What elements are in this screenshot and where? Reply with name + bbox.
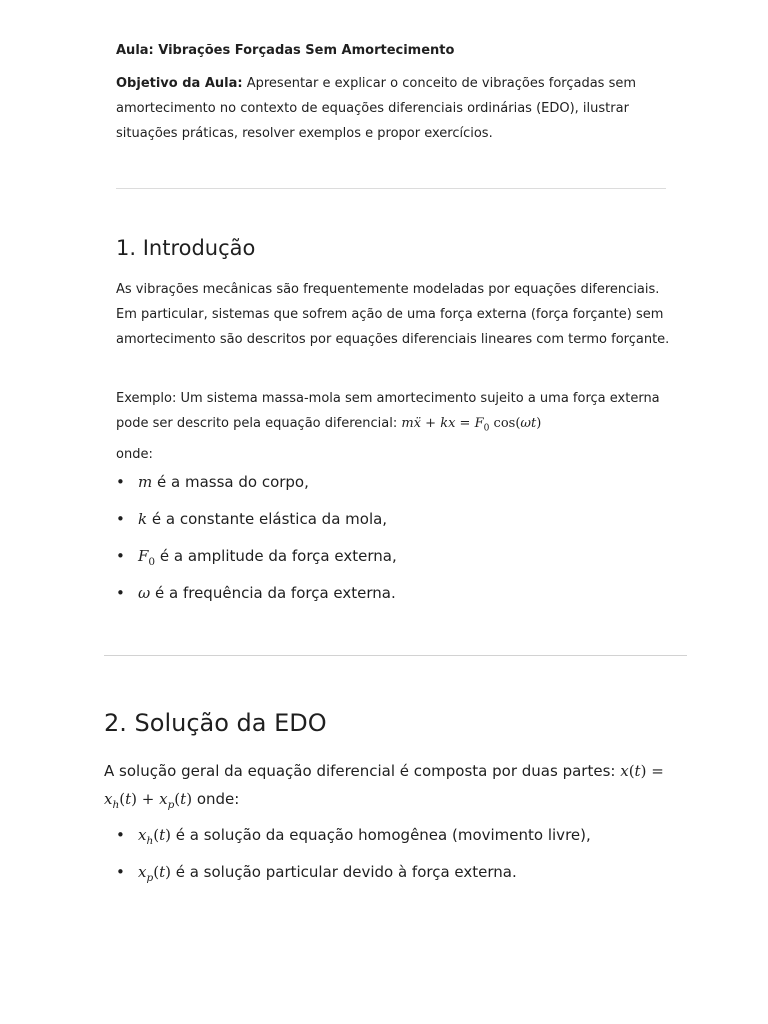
example-text: Exemplo: Um sistema massa-mola sem amortecimento sujeito a uma força externa pode ser descrito pela equação diferencial:: [116, 391, 660, 431]
math-symbol-base: F: [138, 547, 149, 565]
variable-list: [116, 467, 397, 615]
onde-label: onde:: [116, 446, 153, 462]
lesson-title: Aula: Vibrações Forçadas Sem Amortecimento: [116, 43, 455, 58]
lesson-objective: [116, 71, 676, 146]
objective-text: Apresentar e explicar o conceito de vibrações forçadas sem amortecimento no contexto de equações diferenciais ordinárias (EDO), ilustrar situações práticas, resolver exemplos e propor exercícios.: [116, 76, 637, 141]
solution-paragraph: [104, 757, 694, 819]
solution-parts-list: [116, 820, 591, 894]
list-item-text: é a constante elástica da mola,: [147, 510, 388, 528]
objective-label: Objetivo da Aula:: [116, 76, 243, 91]
math-subscript: h: [146, 835, 154, 847]
math-symbol: $x_h(t)$: [138, 826, 171, 847]
math-symbol: [138, 547, 156, 568]
list-item-text: é a solução da equação homogênea (movimento livre),: [170, 826, 591, 844]
solution-text: A solução geral da equação diferencial é composta por duas partes:: [104, 762, 621, 780]
section-heading-solucao: 2. Solução da EDO: [104, 709, 327, 737]
divider: [104, 655, 687, 656]
list-item: [116, 578, 397, 615]
list-item-text: é a massa do corpo,: [152, 473, 309, 491]
section-heading-introducao: 1. Introdução: [116, 236, 256, 260]
intro-paragraph: As vibrações mecânicas são frequentemente modeladas por equações diferenciais. Em particular, sistemas que sofrem ação de uma força externa (força forçante) sem amortecimento são descritos por equações diferenciais lineares com termo forçante.: [116, 282, 670, 347]
math-symbol: m: [138, 473, 153, 491]
list-item: [116, 820, 591, 857]
math-symbol: k: [138, 510, 148, 528]
onde-label: onde:: [192, 790, 240, 808]
math-symbol: $x_p(t)$: [138, 863, 171, 884]
example-paragraph: [116, 386, 676, 467]
list-item-text: é a solução particular devido à força externa.: [170, 863, 517, 881]
list-item-text: é a frequência da força externa.: [150, 584, 396, 602]
list-item: [116, 857, 591, 894]
math-subscript: p: [146, 872, 154, 884]
list-item: [116, 504, 397, 541]
general-solution-equation: x(t) = $x_h(t) + x_p(t)$: [104, 762, 664, 811]
list-item-text: é a amplitude da força externa,: [155, 547, 397, 565]
list-item: [116, 541, 397, 578]
math-subscript: 0: [148, 556, 156, 568]
math-symbol: ω: [138, 584, 151, 602]
equation-of-motion: mẍ + kx = $F_0$ cos(ωt): [401, 416, 542, 434]
divider: [116, 188, 666, 189]
list-item: [116, 467, 397, 504]
